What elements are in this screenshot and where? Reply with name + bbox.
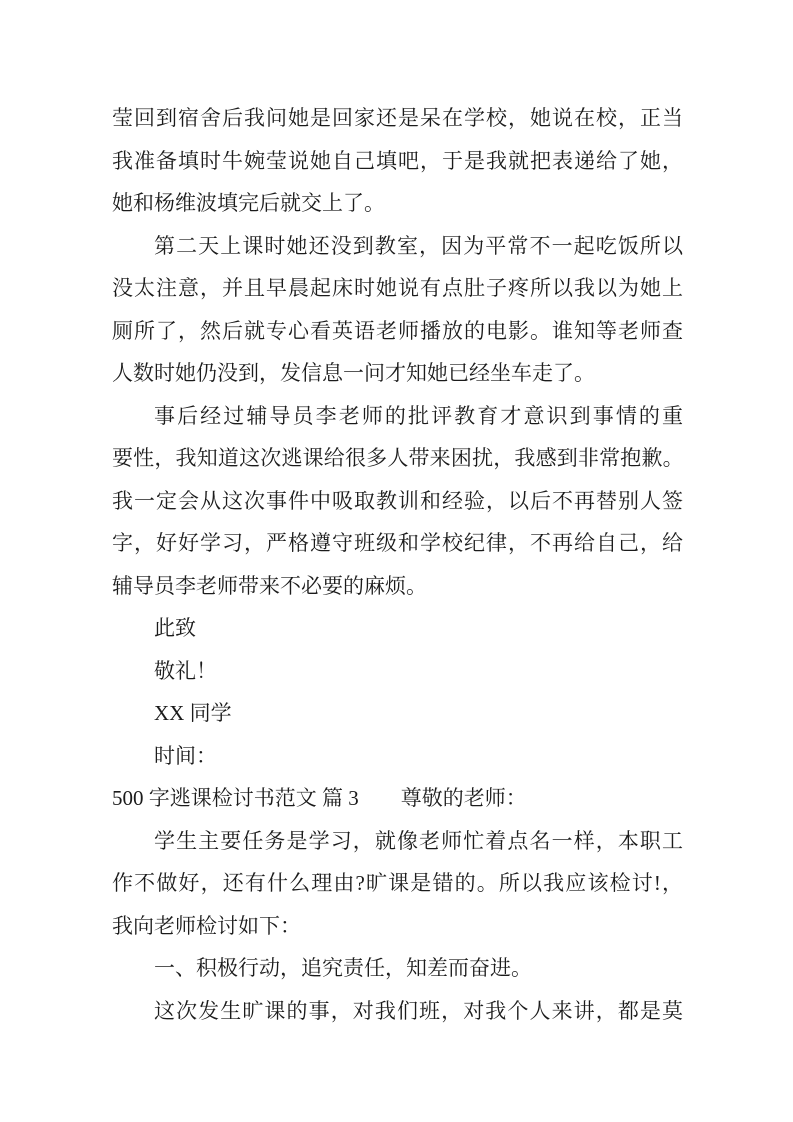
text-line: 人数时她仍没到，发信息一问才知她已经坐车走了。 — [112, 361, 595, 385]
text-line: 辅导员李老师带来不必要的麻烦。 — [112, 573, 427, 598]
text-line: 字，好好学习，严格遵守班级和学校纪律，不再给自己，给 — [112, 531, 683, 555]
text-line: 第二天上课时她还没到教室，因为平常不一起吃饭所以 — [154, 233, 683, 258]
text-line: 500 字逃课检讨书范文 篇 3 尊敬的老师： — [112, 786, 527, 810]
text-line: 没太注意，并且早晨起床时她说有点肚子疼所以我以为她上 — [112, 276, 683, 300]
text-line: 作不做好，还有什么理由?旷课是错的。所以我应该检讨!， — [112, 871, 683, 895]
text-line: 此致 — [154, 616, 196, 640]
text-line: 我准备填时牛婉莹说她自己填吧，于是我就把表递给了她， — [112, 148, 683, 173]
text-line: 这次发生旷课的事，对我们班，对我个人来讲，都是莫 — [154, 998, 683, 1023]
text-line: 敬礼！ — [154, 658, 217, 683]
text-line: 事后经过辅导员李老师的批评教育才意识到事情的重 — [154, 403, 683, 428]
text-line: 要性，我知道这次逃课给很多人带来困扰，我感到非常抱歉。 — [112, 446, 683, 470]
text-line: 学生主要任务是学习，就像老师忙着点名一样，本职工 — [154, 828, 683, 853]
text-line: 厕所了，然后就专心看英语老师播放的电影。谁知等老师查 — [112, 318, 683, 343]
text-line: 时间： — [154, 743, 217, 768]
text-line: 我向老师检讨如下： — [112, 913, 301, 938]
text-line: 一、积极行动，追究责任，知差而奋进。 — [154, 956, 532, 980]
text-line: 莹回到宿舍后我问她是回家还是呆在学校，她说在校，正当 — [112, 106, 683, 130]
text-line: XX 同学 — [154, 701, 232, 725]
text-line: 我一定会从这次事件中吸取教训和经验，以后不再替别人签 — [112, 488, 683, 513]
text-line: 她和杨维波填完后就交上了。 — [112, 191, 385, 215]
